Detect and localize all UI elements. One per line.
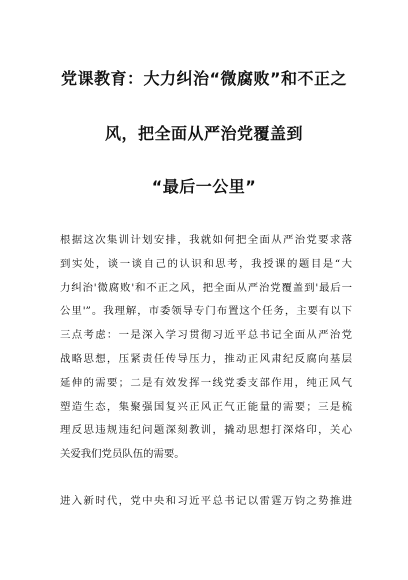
- document-title-line-3: “最后一公里”: [151, 177, 257, 196]
- paragraph-line: 塑造生态，集聚强国复兴正风正气正能量的需要；三是梳: [60, 400, 352, 413]
- paragraph-line: 到实处，谈一谈自己的认识和思考，我授课的题目是“大: [60, 257, 352, 270]
- paragraph-line: 战略思想，压紧责任传导压力，推动正风肃纪反腐向基层: [60, 352, 352, 365]
- body-paragraph-2: [60, 490, 352, 514]
- paragraph-line: 关爱我们党员队伍的需要。: [60, 448, 185, 461]
- paragraph-line: 三点考虑：一是深入学习贯彻习近平总书记全面从严治党: [60, 329, 352, 342]
- document-title-line-2: 风，把全面从严治党覆盖到: [104, 124, 303, 143]
- document-title-line-1: 党课教育：大力纠治“微腐败”和不正之: [60, 69, 348, 88]
- paragraph-line: 力纠治'微腐败'和不正之风，把全面从严治党覆盖到'最后一: [60, 281, 352, 294]
- body-paragraph-1: [60, 229, 352, 467]
- paragraph-line: 延伸的需要；二是有效发挥一线党委支部作用，纯正风气: [60, 376, 352, 389]
- paragraph-line: 理反思违规违纪问题深刻教训，撬动思想打深烙印，关心: [60, 424, 352, 437]
- paragraph-line: 公里'”。我理解，市委领导专门布置这个任务，主要有以下: [60, 305, 352, 318]
- paragraph-line: 根据这次集训计划安排，我就如何把全面从严治党要求落: [60, 234, 352, 246]
- paragraph-line: 进入新时代，党中央和习近平总书记以雷霆万钧之势推进: [60, 495, 352, 507]
